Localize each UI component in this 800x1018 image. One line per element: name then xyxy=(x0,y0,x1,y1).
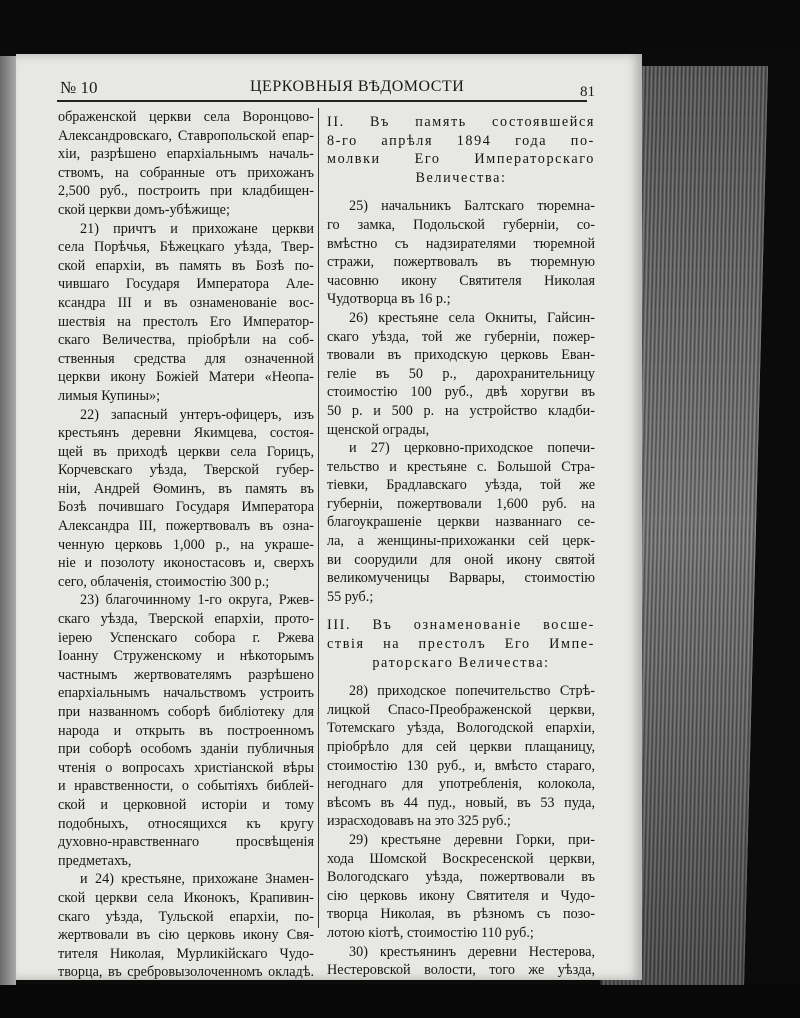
text-line: вѣсомъ въ 44 пуд., новый, въ 53 пуда, xyxy=(327,794,595,811)
text-line: чившаго Государя Императора Але- xyxy=(58,276,314,293)
text-line: лицкой Спасо-Преображенской церкви, xyxy=(327,701,595,718)
text-line: ской епархіи, въ память въ Бозѣ по- xyxy=(58,257,314,274)
text-line: ображенской церкви села Воронцово- xyxy=(58,109,314,125)
text-line: пріобрѣло для сей церкви плащаницу, xyxy=(327,739,595,755)
text-line: стоимостію 100 руб., двѣ хоругви въ xyxy=(327,384,595,401)
text-line: скаго уѣзда, Тульской епархіи, по- xyxy=(58,908,314,925)
text-line: часовню икону Святителя Николая xyxy=(327,272,595,289)
text-line: церкви икону Божіей Матери «Неопа- xyxy=(58,369,314,386)
text-line: сію церковь икону Святителя и Чудо- xyxy=(327,887,595,904)
text-line: ской и церковной исторіи и тому xyxy=(58,796,314,813)
issue-number: № 10 xyxy=(60,78,98,97)
text-line: 55 руб.; xyxy=(327,588,374,605)
text-line: и 27) церковно-приходское попечи- xyxy=(349,440,595,457)
text-line: 26) крестьяне села Окниты, Гайсин- xyxy=(349,309,595,326)
text-line: народа и открыть въ построенномъ xyxy=(58,722,314,739)
text-line: Іоанну Струженскому и нѣкоторымъ xyxy=(58,648,314,665)
text-line: геліе въ 50 р., дарохранительницу xyxy=(327,365,595,382)
text-line: ствомъ, на собранные отъ прихожанъ xyxy=(58,164,314,181)
text-line: при соборѣ особомъ зданіи публичныя xyxy=(58,741,314,758)
text-line: тіевки, Брадлавскаго уѣзда, той же xyxy=(327,477,595,494)
text-line: вмѣстно съ надзирателями тюремной xyxy=(327,235,595,252)
text-line: села Порѣчья, Бѣжецкаго уѣзда, Твер- xyxy=(58,239,314,256)
text-line: го замка, Подольской губерніи, со- xyxy=(327,216,595,233)
text-line: ніе и позолоту иконостасовъ и, сверхъ xyxy=(58,555,314,572)
header-rule xyxy=(57,100,587,102)
section-heading-line: молвки Его Императорскаго xyxy=(327,151,595,168)
column-divider xyxy=(318,108,319,928)
section-heading-line: раторскаго Величества: xyxy=(372,654,550,671)
text-line: благоукрашеніе церкви названнаго се- xyxy=(327,514,595,531)
text-line: ской церкви села Иконокъ, Крапивин- xyxy=(58,889,314,906)
text-line: епархіальнымъ начальствомъ устроить xyxy=(58,685,314,702)
text-line: крестьянъ деревни Якимцева, состоя- xyxy=(58,425,314,442)
text-line: 23) благочинному 1-го округа, Ржев- xyxy=(80,592,314,609)
text-line: 28) приходское попечительство Стрѣ- xyxy=(349,683,595,700)
text-line: іерею Успенскаго собора г. Ржева xyxy=(58,629,314,646)
text-line: 2,500 руб., построить при кладбищен- xyxy=(58,183,314,200)
section-heading-line: III. Въ ознаменованіе восше- xyxy=(327,617,595,634)
text-line: 50 р. и 500 р. на устройство кладби- xyxy=(327,402,595,419)
text-line: 30) крестьянинъ деревни Нестерова, xyxy=(349,943,595,960)
text-line: жертвовали въ сію церковь икону Свя- xyxy=(58,927,314,944)
text-line: щенской ограды, xyxy=(327,421,430,438)
page-number: 81 xyxy=(580,84,595,100)
text-line: Тотемскаго уѣзда, Вологодской епархіи, xyxy=(327,720,595,737)
text-line: ственныя средства для означенной xyxy=(58,350,314,367)
text-line: скаго уѣзда, Тверской епархіи, прото- xyxy=(58,611,314,628)
text-line: великомученицы Варвары, стоимостію xyxy=(327,570,595,587)
text-line: Бозѣ почившаго Государя Императора xyxy=(58,499,314,516)
section-heading-line: II. Въ память состоявшейся xyxy=(327,114,595,130)
section-heading-line: ствія на престолъ Его Импе- xyxy=(327,636,595,653)
text-line: ви соорудили для оной икону святой xyxy=(327,551,595,568)
text-line: Корчевскаго уѣзда, Тверской губер- xyxy=(58,462,314,479)
text-line: Александровскаго, Ставропольской епар- xyxy=(58,127,314,144)
left-column xyxy=(58,108,314,982)
text-line: израсходовавъ на это 325 руб.; xyxy=(327,813,511,830)
text-line: духовно-нравственнаго просвѣщенія xyxy=(58,834,314,851)
previous-page-edge xyxy=(0,56,16,991)
text-line: скаго уѣзда, той же губерніи, пожер- xyxy=(327,328,595,345)
text-line: хода Шомской Воскресенской церкви, xyxy=(327,850,595,867)
text-line: чтенія о вопросахъ христіанской вѣры xyxy=(58,759,314,776)
text-line: 25) начальникъ Балтскаго тюремна- xyxy=(349,198,595,215)
text-line: хіи, разрѣшено епархіальнымъ началь- xyxy=(58,146,314,163)
text-line: творца Николая, въ рѣзномъ съ позо- xyxy=(327,906,595,923)
text-line: частнымъ жертвователямъ разрѣшено xyxy=(58,666,314,683)
text-line: щей въ приходѣ церкви села Горицъ, xyxy=(58,443,314,460)
text-line: ніи, Андрей Ѳоминъ, въ память въ xyxy=(58,480,314,497)
journal-title: ЦЕРКОВНЫЯ ВѢДОМОСТИ xyxy=(250,78,465,95)
running-header xyxy=(50,74,600,100)
text-line: лотою кіотѣ, стоимостію 110 руб.; xyxy=(327,924,534,941)
text-line: 29) крестьяне деревни Горки, при- xyxy=(349,831,595,848)
text-line: твовали въ приходскую церковь Еван- xyxy=(327,347,595,364)
text-line: тителя Николая, Мурликійскаго Чудо- xyxy=(58,945,314,962)
text-line: стражи, пожертвовалъ въ тюремную xyxy=(327,254,595,271)
text-line: Вологодскаго уѣзда, пожертвовали въ xyxy=(327,869,595,886)
text-line: лимыя Купины»; xyxy=(58,387,161,404)
text-line: 22) запасный унтеръ-офицеръ, изъ xyxy=(80,406,314,423)
text-line: тельство и крестьяне с. Большой Стра- xyxy=(327,458,595,475)
text-line: ской церкви домъ-убѣжище; xyxy=(58,201,230,218)
background-top xyxy=(0,0,800,52)
text-line: подобныхъ, относящихся къ кругу xyxy=(58,815,314,832)
text-line: шествія на престолъ Его Император- xyxy=(58,313,314,330)
text-line: ченную церковь 1,000 р., на украше- xyxy=(58,536,314,553)
text-line: предметахъ, xyxy=(58,852,132,869)
text-line: при названномъ соборѣ библіотеку для xyxy=(58,704,314,720)
background-bottom xyxy=(0,985,800,1018)
text-line: творца, въ сребровызолоченномъ окладѣ. xyxy=(58,964,314,981)
text-line: Чудотворца въ 16 р.; xyxy=(327,291,451,308)
text-line: сего, облаченія, стоимостію 300 р.; xyxy=(58,573,270,590)
text-line: Нестеровской волости, того же уѣзда, xyxy=(327,962,595,979)
text-line: негоднаго для употребленія, колокола, xyxy=(327,776,595,793)
text-line: скаго Величества, пріобрѣли на соб- xyxy=(58,332,314,349)
text-line: ксандра III и въ ознаменованіе вос- xyxy=(58,294,314,311)
section-heading-line: Величества: xyxy=(415,169,507,186)
text-line: 21) причтъ и прихожане церкви xyxy=(80,220,314,237)
text-line: стоимостію 130 руб., и, вмѣсто стараго, xyxy=(327,757,595,774)
text-line: ла, а женщины-прихожанки сей церк- xyxy=(327,533,595,550)
text-line: губерніи, пожертвовали 1,600 руб. на xyxy=(327,495,595,512)
text-line: и нравственности, о событіяхъ библей- xyxy=(58,778,314,795)
text-line: и 24) крестьяне, прихожане Знамен- xyxy=(80,871,314,888)
right-column xyxy=(327,113,595,980)
section-heading-line: 8-го апрѣля 1894 года по- xyxy=(327,132,595,149)
text-line: Александра III, пожертвовалъ въ озна- xyxy=(58,518,314,535)
